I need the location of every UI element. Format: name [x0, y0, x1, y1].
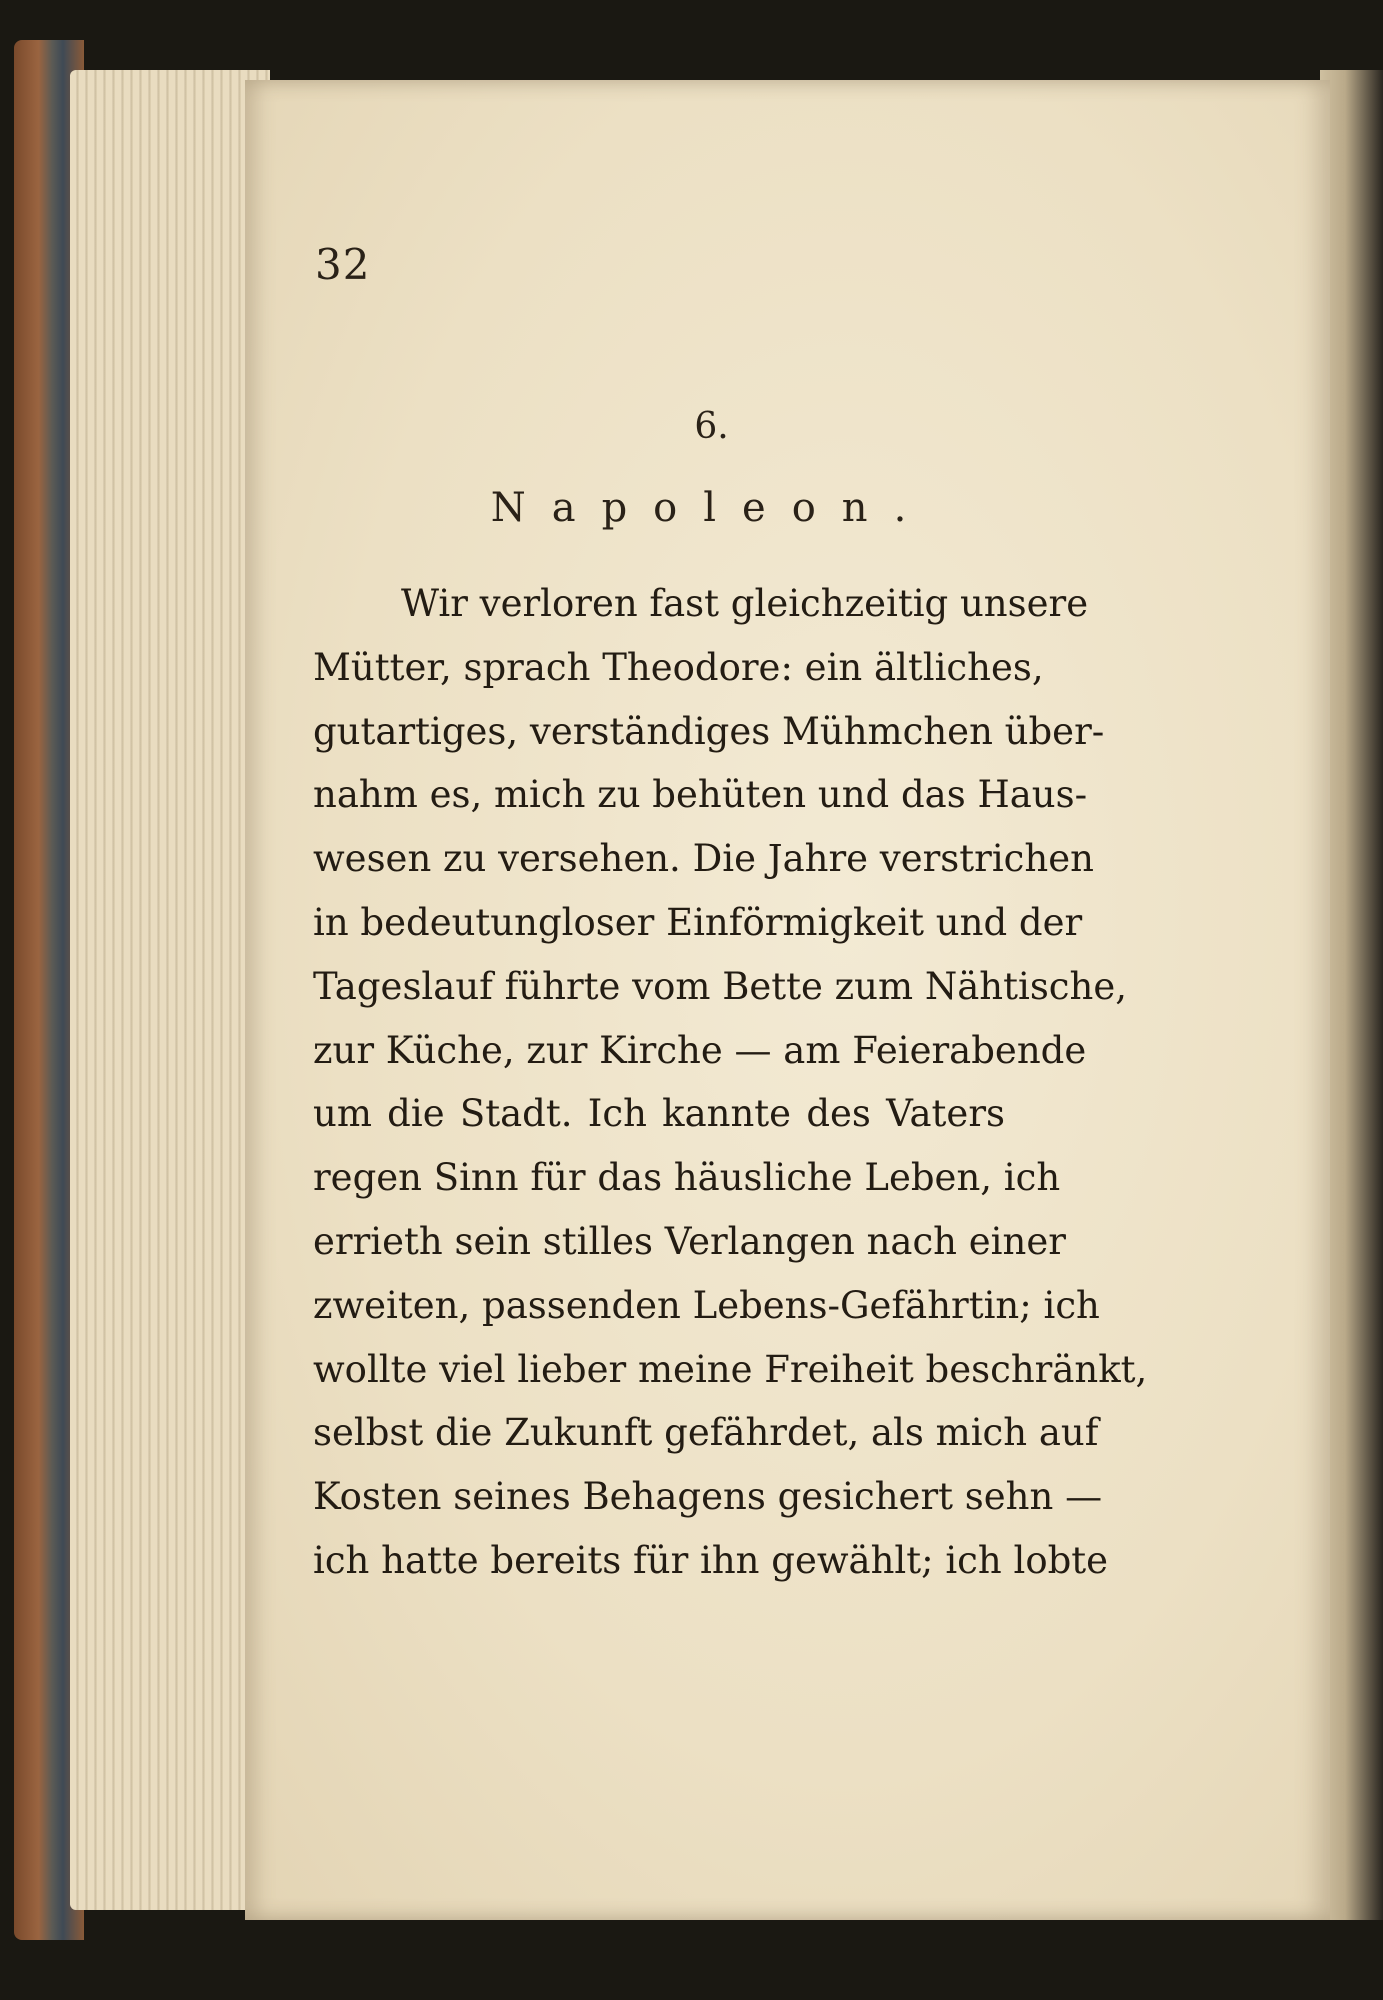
- text-line: zweiten, passenden Lebens-Gefährtin; ich: [313, 1283, 1100, 1327]
- text-line: selbst die Zukunft gefährdet, als mich auf: [313, 1411, 1099, 1455]
- chapter-title: Napoleon.: [490, 485, 933, 531]
- text-line: Kosten seines Behagens gesichert sehn —: [313, 1475, 1103, 1519]
- text-line: wesen zu versehen. Die Jahre verstrichen: [313, 837, 1094, 881]
- text-line: Wir verloren fast gleichzeitig unsere: [401, 582, 1089, 625]
- text-line: Tageslauf führte vom Bette zum Nähtische,: [313, 964, 1128, 1008]
- text-line: wollte viel lieber meine Freiheit beschränkt,: [313, 1347, 1148, 1391]
- page-edges: [70, 70, 270, 1910]
- text-line: in bedeutungloser Einförmigkeit und der: [313, 900, 1083, 944]
- body-text: [313, 572, 1148, 1593]
- text-line: um die Stadt. Ich kannte des Vaters: [313, 1092, 1005, 1136]
- text-line: nahm es, mich zu behüten und das Haus-: [313, 773, 1088, 817]
- text-line: gutartiges, verständiges Mühmchen über-: [313, 709, 1105, 753]
- text-line: ich hatte bereits für ihn gewählt; ich lobte: [313, 1538, 1109, 1582]
- text-line: errieth sein stilles Verlangen nach einer: [313, 1219, 1066, 1263]
- page-number: 32: [315, 240, 371, 289]
- chapter-number: 6.: [694, 406, 729, 447]
- text-line: zur Küche, zur Kirche — am Feierabende: [313, 1028, 1087, 1072]
- text-line: regen Sinn für das häusliche Leben, ich: [313, 1156, 1061, 1200]
- text-line: Mütter, sprach Theodore: ein ältliches,: [313, 645, 1044, 689]
